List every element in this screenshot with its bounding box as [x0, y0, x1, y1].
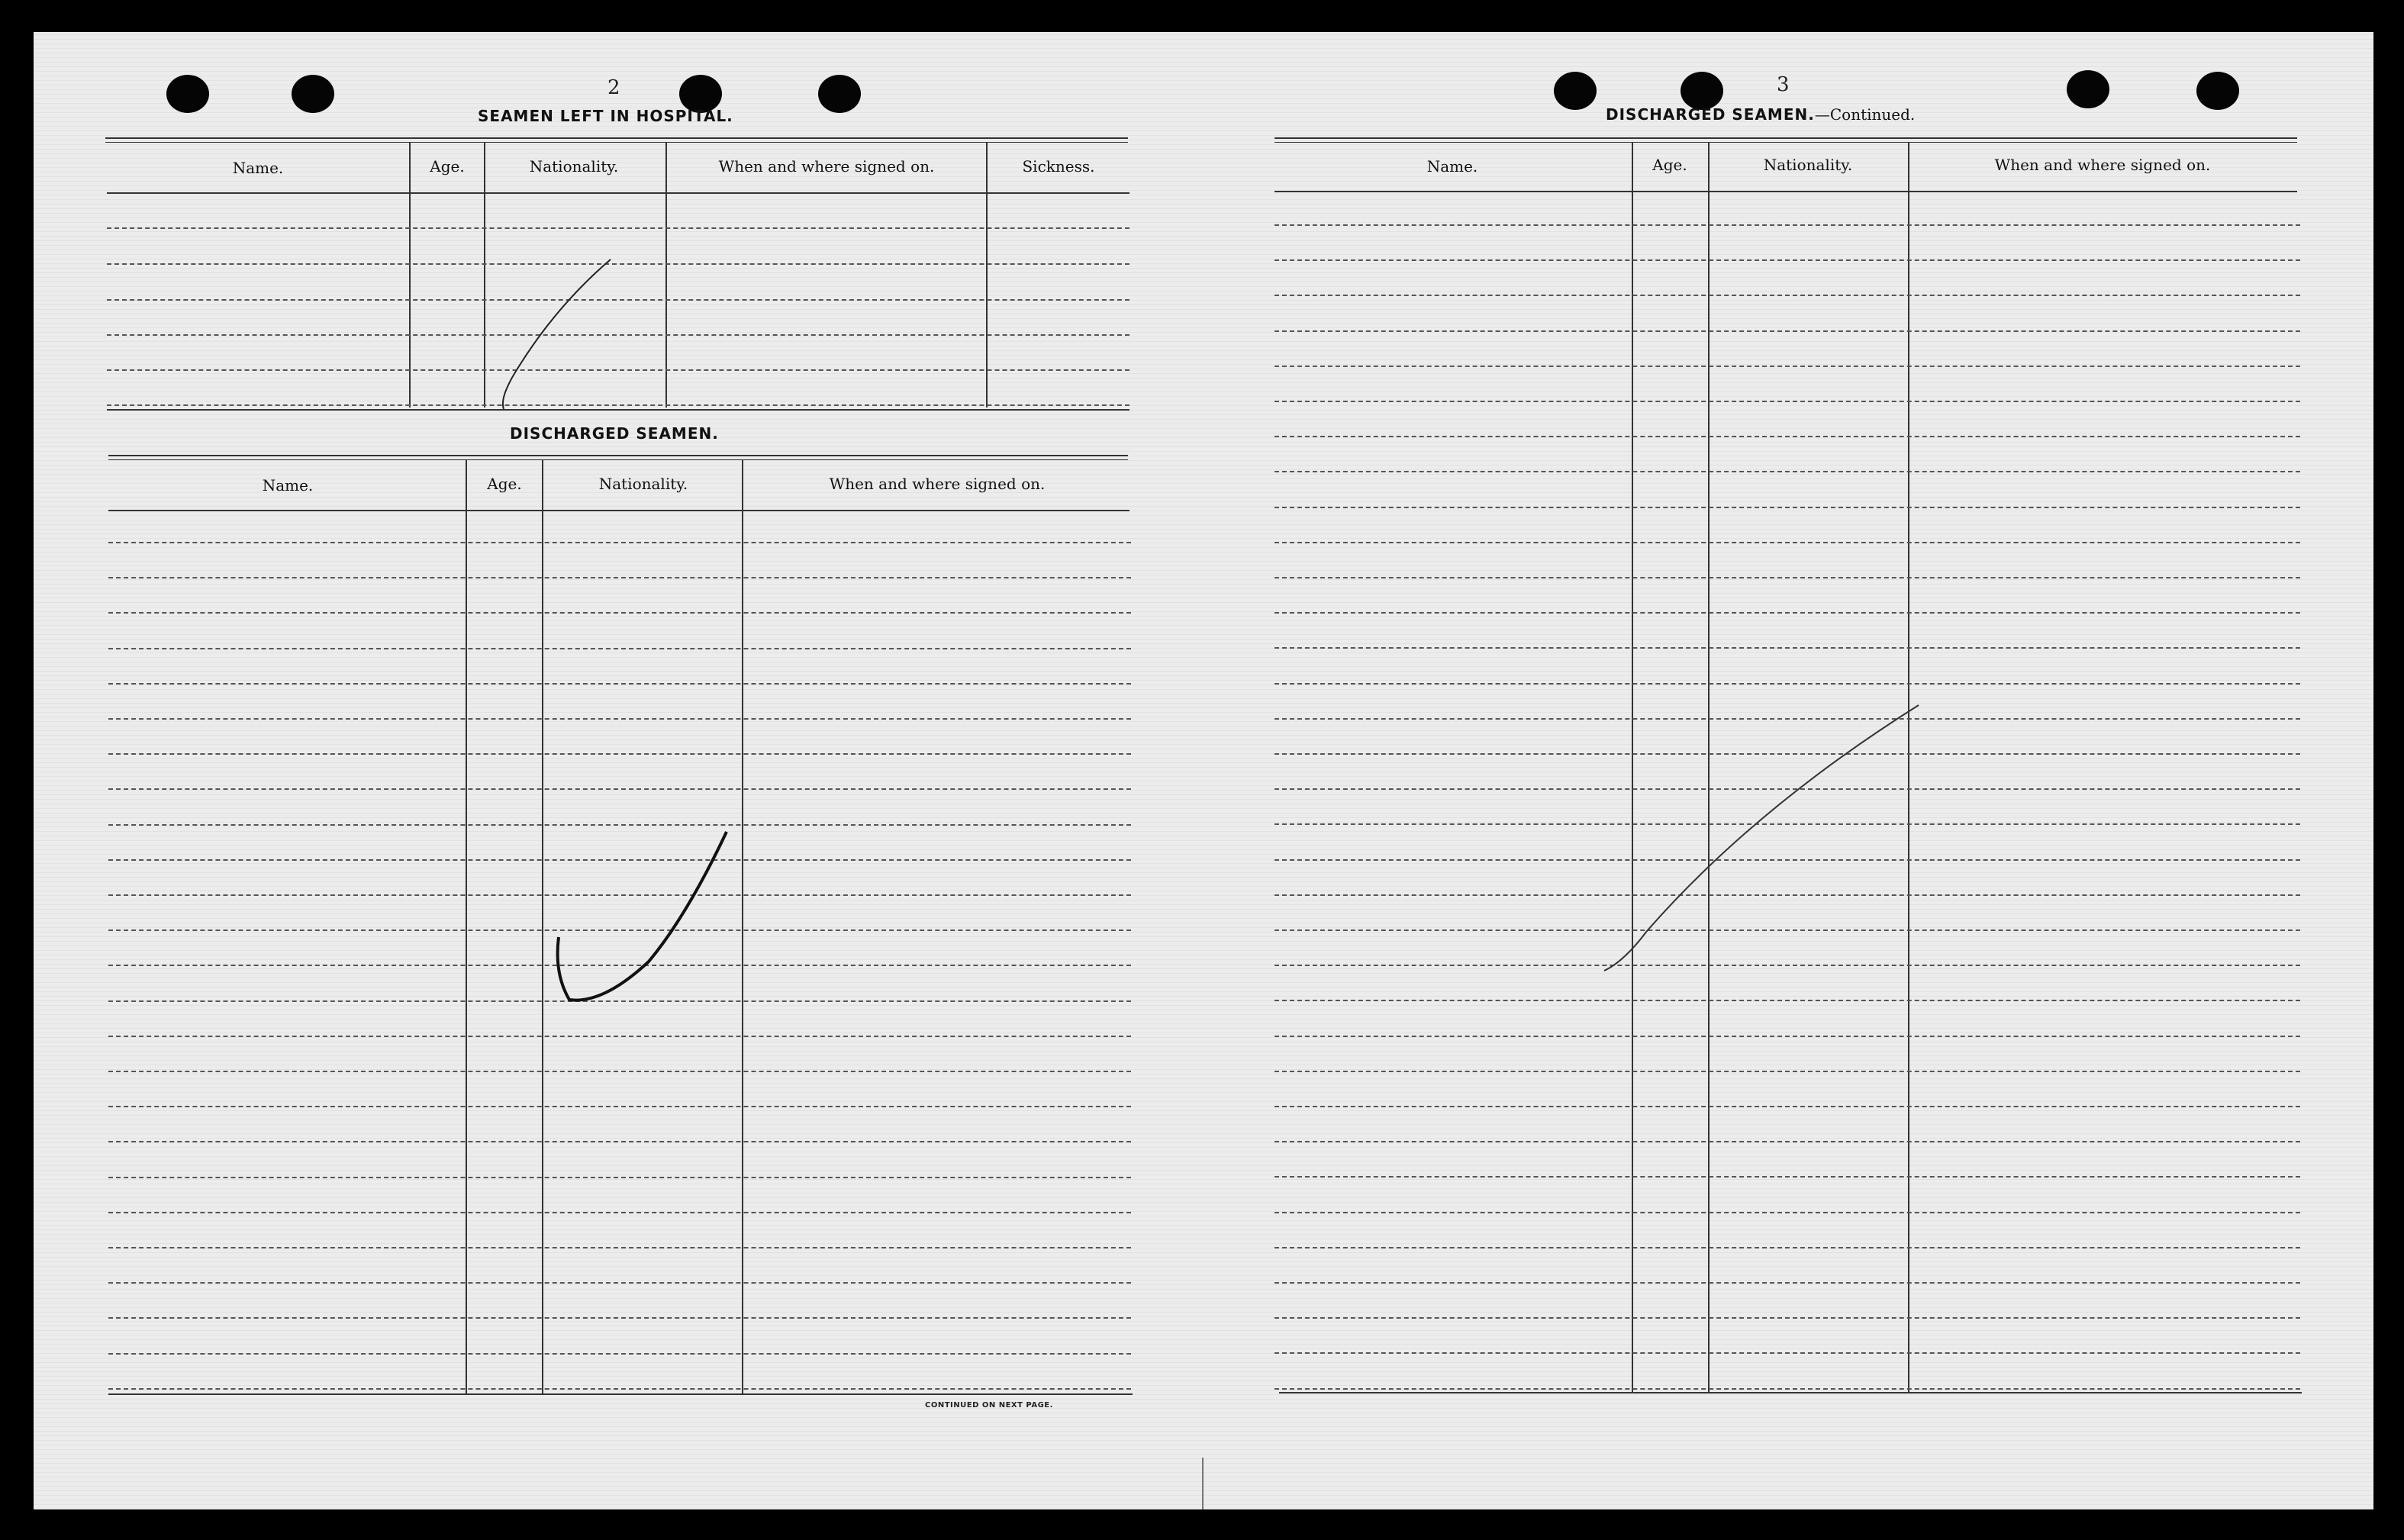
hospital-top-rule: [105, 137, 1128, 143]
entry-line: [1275, 1000, 2300, 1001]
document-sheet: [34, 32, 2373, 1509]
entry-line: [108, 1282, 1131, 1284]
entry-line: [108, 1177, 1131, 1178]
hospital-col-nationality: Nationality.: [529, 157, 619, 176]
entry-line: [1275, 1071, 2300, 1072]
entry-line: [1275, 612, 2300, 614]
entry-line: [1275, 1036, 2300, 1037]
continued-note: CONTINUED ON NEXT PAGE.: [925, 1401, 1053, 1410]
continued-bottom-rule: [1279, 1392, 2302, 1393]
entry-line: [108, 1317, 1131, 1319]
punch-hole: [292, 75, 334, 113]
entry-line: [1275, 1106, 2300, 1107]
check-mark: [488, 252, 618, 412]
hospital-entry-line: [107, 369, 1129, 371]
entry-line: [1275, 542, 2300, 543]
hospital-header-rule: [107, 192, 1129, 194]
entry-line: [1275, 401, 2300, 402]
discharged-col-divider: [742, 459, 743, 1393]
discharged-bottom-rule: [108, 1393, 1133, 1395]
hospital-col-signed-on: When and where signed on.: [718, 157, 935, 176]
hospital-col-age: Age.: [430, 157, 465, 176]
check-mark: [549, 824, 733, 1007]
hospital-col-divider: [409, 142, 411, 408]
entry-line: [108, 1353, 1131, 1355]
entry-line: [1275, 224, 2300, 226]
discharged-top-rule: [108, 455, 1128, 460]
continued-col-age: Age.: [1652, 156, 1687, 174]
entry-line: [108, 1036, 1131, 1037]
entry-line: [108, 718, 1131, 720]
punch-hole: [2067, 70, 2109, 108]
entry-line: [1275, 259, 2300, 261]
entry-line: [1275, 647, 2300, 649]
hospital-bottom-rule: [107, 409, 1129, 411]
discharged-col-signed-on: When and where signed on.: [829, 475, 1046, 493]
check-mark: [1601, 702, 1922, 977]
discharged-continued-suffix: —Continued.: [1814, 105, 1916, 124]
entry-line: [108, 1141, 1131, 1142]
discharged-col-divider: [466, 459, 467, 1393]
entry-line: [1275, 1141, 2300, 1142]
punch-hole: [1681, 72, 1723, 110]
entry-line: [108, 612, 1131, 614]
entry-line: [1275, 1247, 2300, 1248]
entry-line: [108, 1388, 1131, 1390]
entry-line: [1275, 1212, 2300, 1213]
entry-line: [1275, 1282, 2300, 1284]
discharged-col-name: Name.: [262, 476, 314, 495]
hospital-col-divider: [484, 142, 485, 408]
discharged-continued-title: [1606, 105, 1915, 124]
punch-hole: [166, 75, 209, 113]
continued-top-rule: [1275, 137, 2297, 143]
entry-line: [1275, 471, 2300, 472]
discharged-col-nationality: Nationality.: [598, 475, 688, 493]
continued-col-name: Name.: [1426, 157, 1478, 176]
entry-line: [108, 1106, 1131, 1107]
entry-line: [1275, 295, 2300, 296]
hospital-entry-line: [107, 263, 1129, 265]
discharged-continued-title-main: DISCHARGED SEAMEN.: [1606, 105, 1815, 124]
continued-col-nationality: Nationality.: [1763, 156, 1853, 174]
punch-hole: [1554, 72, 1597, 110]
entry-line: [108, 577, 1131, 578]
hospital-entry-line: [107, 334, 1129, 336]
hospital-section-title: SEAMEN LEFT IN HOSPITAL.: [478, 107, 733, 125]
entry-line: [1275, 436, 2300, 437]
entry-line: [1275, 366, 2300, 367]
continued-col-signed-on: When and where signed on.: [1994, 156, 2211, 174]
hospital-entry-line: [107, 404, 1129, 406]
hospital-col-divider: [986, 142, 988, 408]
hospital-entry-line: [107, 299, 1129, 301]
punch-hole: [818, 75, 861, 113]
hospital-col-name: Name.: [232, 159, 284, 177]
continued-header-rule: [1275, 191, 2297, 192]
entry-line: [108, 648, 1131, 649]
entry-line: [108, 1071, 1131, 1072]
entry-line: [108, 683, 1131, 685]
entry-line: [108, 1247, 1131, 1248]
entry-line: [1275, 1388, 2300, 1390]
entry-line: [1275, 577, 2300, 578]
entry-line: [1275, 1176, 2300, 1178]
punch-hole: [2196, 72, 2239, 110]
entry-line: [1275, 330, 2300, 332]
entry-line: [1275, 1317, 2300, 1319]
entry-line: [108, 788, 1131, 790]
entry-line: [108, 1212, 1131, 1213]
discharged-section-title: DISCHARGED SEAMEN.: [510, 424, 719, 443]
entry-line: [1275, 1352, 2300, 1354]
entry-line: [108, 542, 1131, 543]
entry-line: [108, 753, 1131, 755]
discharged-col-divider: [542, 459, 543, 1393]
discharged-col-age: Age.: [487, 475, 522, 493]
center-fold: [1202, 1458, 1204, 1509]
discharged-header-rule: [108, 510, 1129, 511]
page-number-right: 3: [1777, 73, 1790, 96]
hospital-col-divider: [665, 142, 667, 408]
entry-line: [1275, 507, 2300, 508]
entry-line: [1275, 683, 2300, 685]
hospital-entry-line: [107, 227, 1129, 229]
page-number-left: 2: [607, 76, 620, 99]
hospital-col-sickness: Sickness.: [1022, 157, 1095, 176]
